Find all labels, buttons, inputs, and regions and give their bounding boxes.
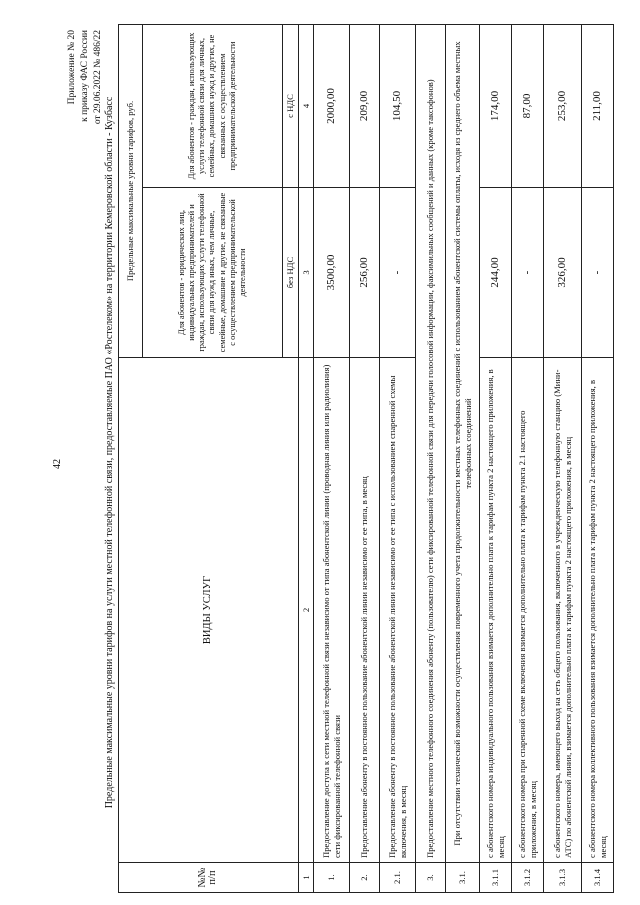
- table-row: [446, 24, 480, 892]
- price-citizens: 104,50: [380, 24, 416, 187]
- header-tariff-group: Предельные максимальные уровни тарифов, руб.: [119, 24, 143, 357]
- service-description: Предоставление абоненту в постоянное пользование абонентской линии независимо от ее типа, в месяц: [350, 358, 380, 863]
- row-number: 2.1.: [380, 863, 416, 893]
- service-description: с абонентского номера коллективного пользования взимается дополнительно плата к тарифам пункта 2 настоящего приложения, в месяц: [582, 358, 614, 863]
- header-services: ВИДЫ УСЛУГ: [119, 358, 299, 863]
- service-description: с абонентского номера индивидуального пользования взимается дополнительно плата к тарифам пункта 2 настоящего приложения, в месяц: [480, 358, 512, 863]
- price-legal: 256,00: [350, 188, 380, 358]
- row-number: 3.1.1: [480, 863, 512, 893]
- row-number: 3.1.: [446, 863, 480, 893]
- appendix-line-2: к приказу ФАС России: [80, 30, 90, 122]
- table-row: [582, 24, 614, 892]
- table-row: [480, 24, 512, 892]
- tariff-table: [118, 24, 614, 893]
- header-vat-included: с НДС: [283, 24, 299, 187]
- table-row: [416, 24, 446, 892]
- price-citizens: 87,00: [512, 24, 544, 187]
- header-num: №№ п/п: [119, 863, 299, 893]
- service-description: Предоставление абоненту в постоянное пользование абонентской линии независимо от ее типа с использованием спаренной схемы включения, в месяц: [380, 358, 416, 863]
- price-legal: -: [512, 188, 544, 358]
- column-number-3: 3: [298, 188, 314, 358]
- row-number: 2.: [350, 863, 380, 893]
- appendix-line-1: Приложение № 20: [67, 30, 77, 105]
- table-row: [512, 24, 544, 892]
- page-number: 42: [52, 459, 63, 469]
- header-legal-entities: Для абонентов - юридических лиц, индивидуальных предпринимателей и граждан, использующих услуги телефонной связи для нужд иных, чем личные, семейные, домашние и другие, не связанные с осуществлением предпринимательской деятельности: [143, 188, 283, 358]
- appendix-block: [66, 30, 105, 124]
- price-citizens: 2000,00: [314, 24, 350, 187]
- table-row: [314, 24, 350, 892]
- row-number: 3.1.2: [512, 863, 544, 893]
- price-citizens: 211,00: [582, 24, 614, 187]
- table-row: [380, 24, 416, 892]
- price-legal: -: [582, 188, 614, 358]
- row-number: 1.: [314, 863, 350, 893]
- price-legal: 326,00: [544, 188, 582, 358]
- table-row: [544, 24, 582, 892]
- price-citizens: 174,00: [480, 24, 512, 187]
- column-number-2: 2: [298, 358, 314, 863]
- price-legal: -: [380, 188, 416, 358]
- section-description: При отсутствии технической возможности осуществления повременного учета продолжительности местных телефонных соединений с использованием абонентской системы оплаты, исходя из среднего объема местных телефонных соединений: [446, 24, 480, 862]
- price-legal: 244,00: [480, 188, 512, 358]
- price-legal: 3500,00: [314, 188, 350, 358]
- service-description: с абонентского номера при спаренной схеме включения взимается дополнительно плата к тарифам пункта 2.1 настоящего приложения, в месяц: [512, 358, 544, 863]
- service-description: Предоставление доступа к сети местной телефонной связи независимо от типа абонентской линии (проводная линия или радиолиния) сети фиксированной телефонной связи: [314, 358, 350, 863]
- column-number-1: 1: [298, 863, 314, 893]
- price-citizens: 253,00: [544, 24, 582, 187]
- service-description: с абонентского номера, имеющего выход на сеть общего пользования, включенного в учрежденческую телефонную станцию (Мини-АТС) по абонентской линии, взимается дополнительно плата к тарифам пункта 2 настоящего приложения, в месяц: [544, 358, 582, 863]
- row-number: 3.1.4: [582, 863, 614, 893]
- document-heading: Предельные максимальные уровни тарифов на услуги местной телефонной связи, предоставляемые ПАО «Ростелеком» на территории Кемеровской области - Кузбасс: [104, 96, 115, 809]
- section-description: Предоставление местного телефонного соединения абоненту (пользователю) сети фиксированной телефонной связи для передачи голосовой информации, факсимильных сообщений и данных (кроме таксофонов): [416, 24, 446, 862]
- header-vat-excluded: без НДС: [283, 188, 299, 358]
- column-number-4: 4: [298, 24, 314, 187]
- header-citizens: Для абонентов - граждан, использующих услуги телефонной связи для личных, семейных, домашних нужд и других, не связанных с осуществлением предпринимательской деятельности: [143, 24, 283, 187]
- price-citizens: 209,00: [350, 24, 380, 187]
- table-row: [350, 24, 380, 892]
- appendix-line-3: от 29.06.2022 № 486/22: [93, 30, 103, 125]
- row-number: 3.1.3: [544, 863, 582, 893]
- row-number: 3.: [416, 863, 446, 893]
